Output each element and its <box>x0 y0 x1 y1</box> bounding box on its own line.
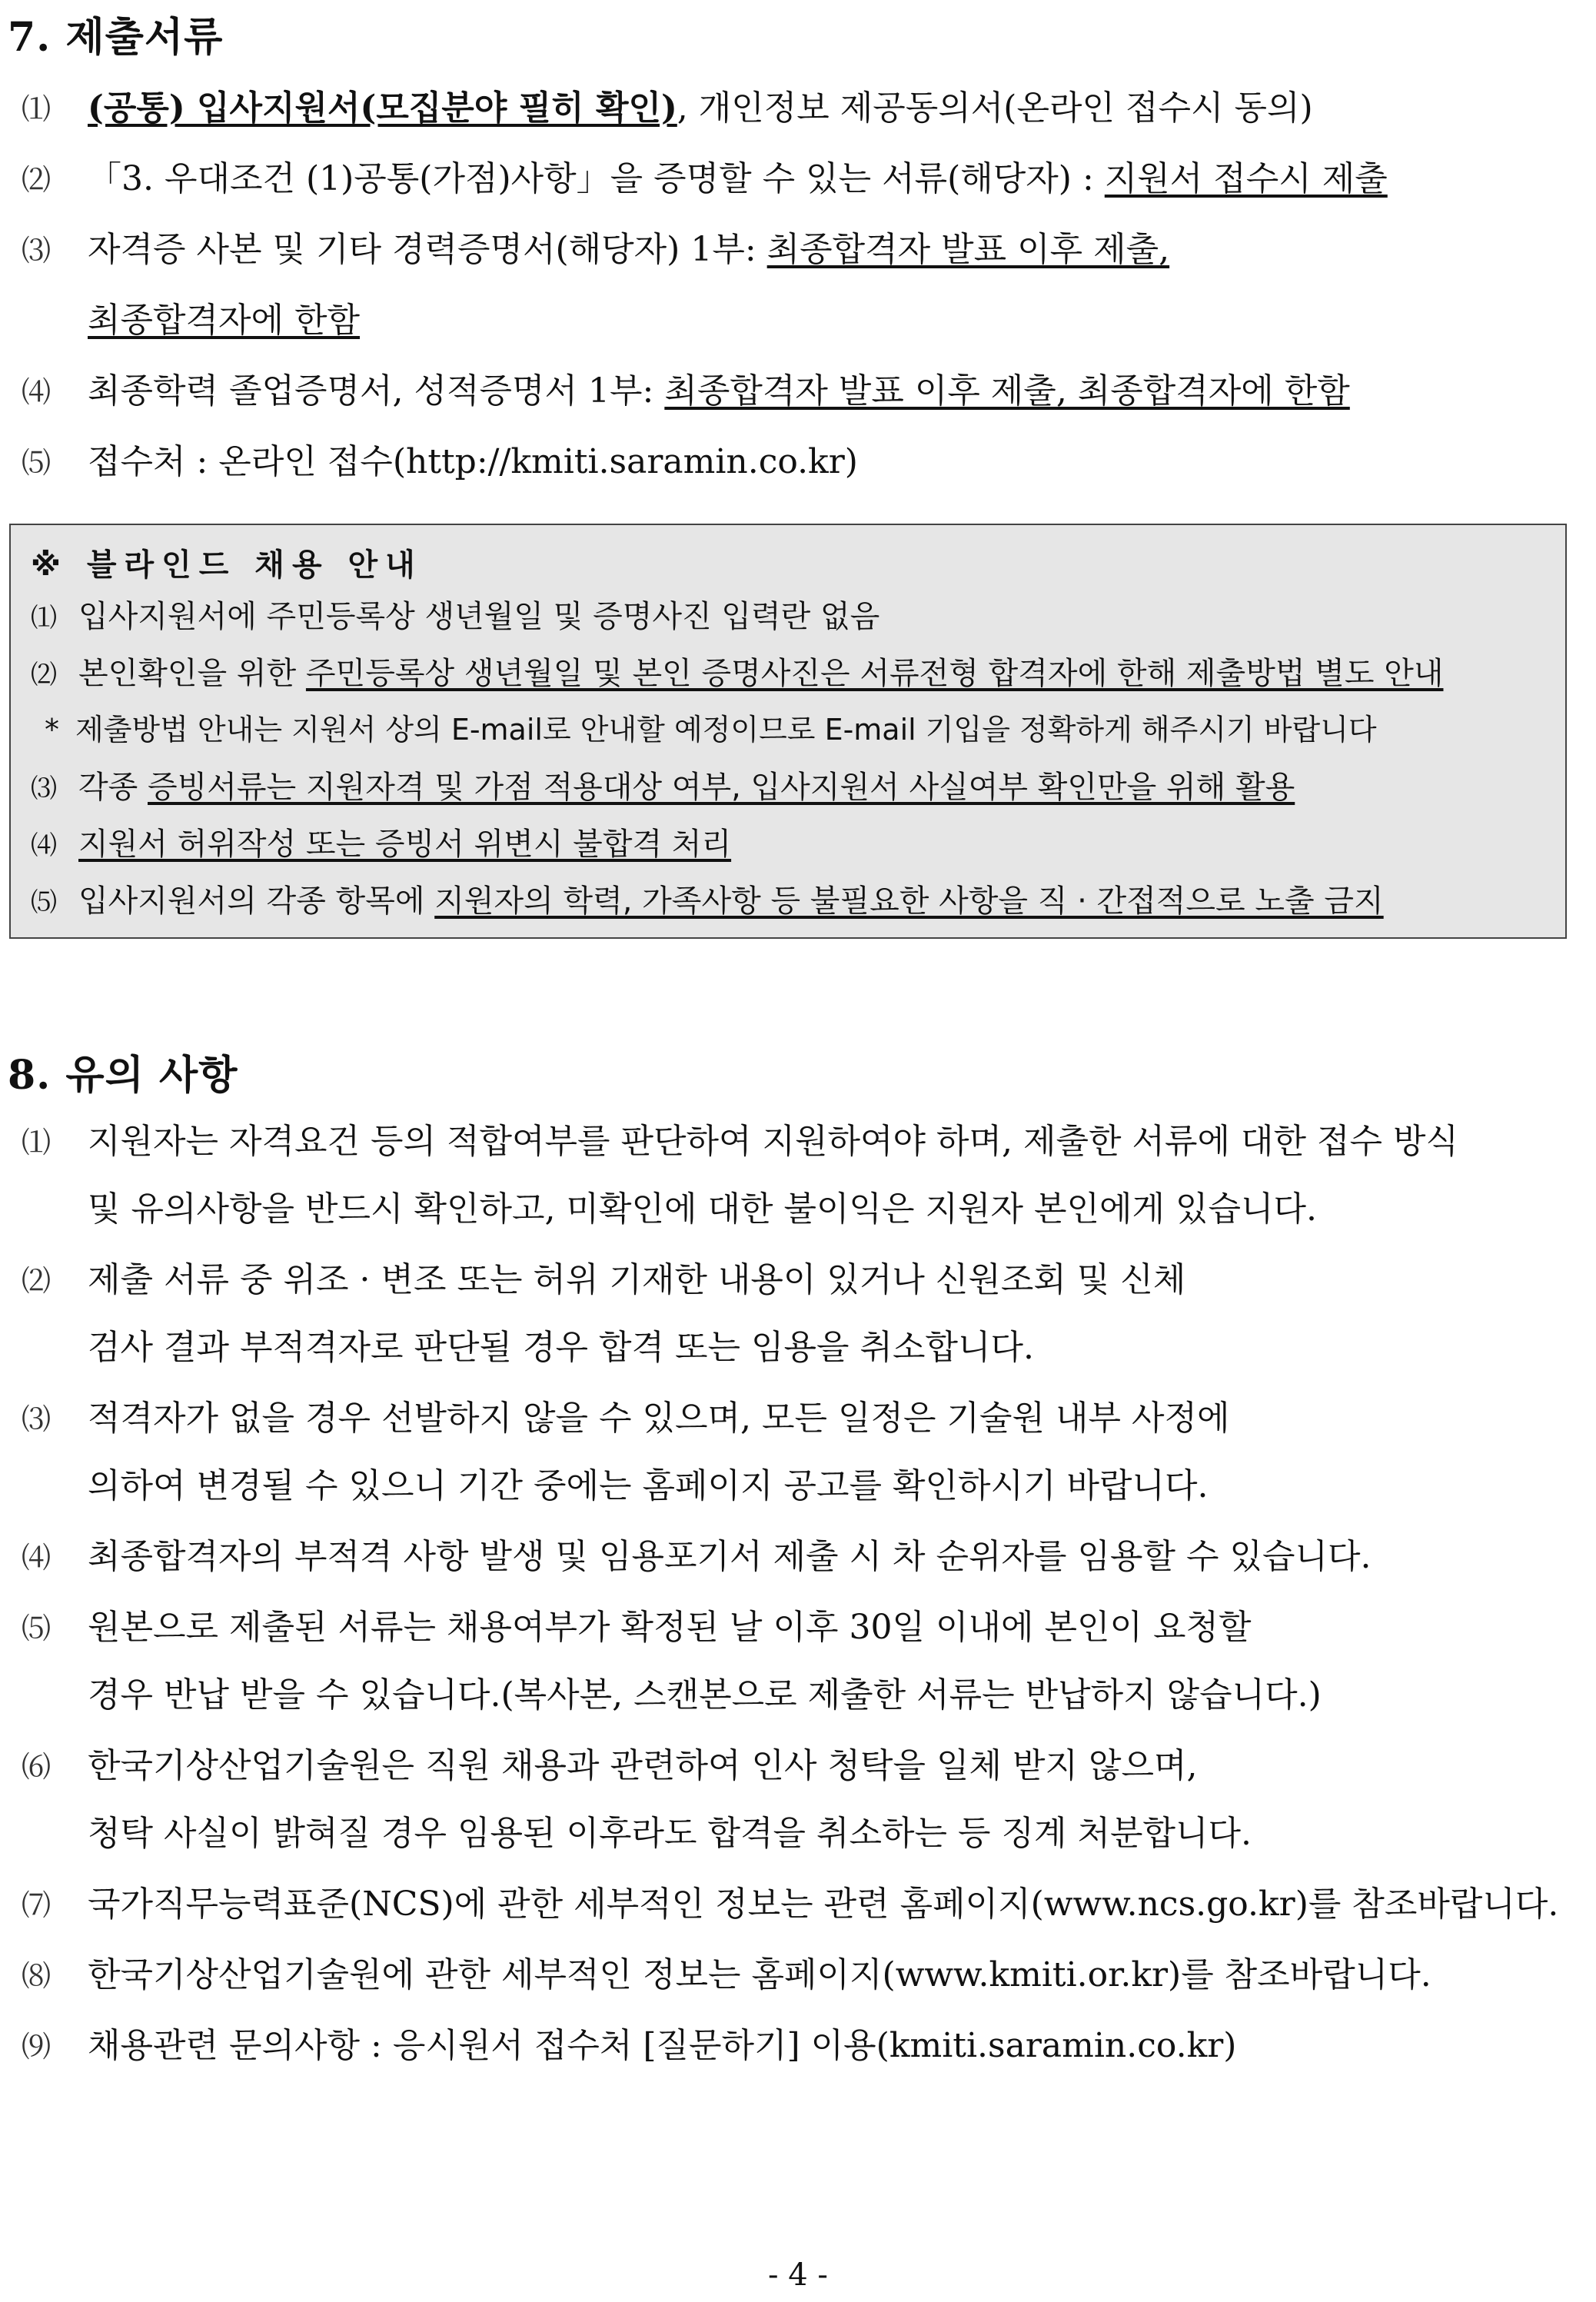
section8-item-4: ⑷ 최종합격자의 부적격 사항 발생 및 임용포기서 제출 시 차 순위자를 임용할 수 있습니다. <box>22 1537 1372 1576</box>
section7-item-2: ⑵ 「3. 우대조건 (1)공통(가점)사항」을 증명할 수 있는 서류(해당자) : 지원서 접수시 제출 <box>22 159 1388 198</box>
section8-item-2-line2: 검사 결과 부적격자로 판단될 경우 합격 또는 임용을 취소합니다. <box>88 1328 1034 1367</box>
section7-item-4: ⑷ 최종학력 졸업증명서, 성적증명서 1부: 최종합격자 발표 이후 제출, 최종합격자에 한함 <box>22 371 1350 411</box>
section8-item-6: ⑹ 한국기상산업기술원은 직원 채용과 관련하여 인사 청탁을 일체 받지 않으며, <box>22 1746 1198 1785</box>
notice-item-1: ⑴ 입사지원서에 주민등록상 생년월일 및 증명사진 입력란 없음 <box>31 599 880 634</box>
section8-title: 8. 유의 사항 <box>8 1052 238 1099</box>
section8-item-3: ⑶ 적격자가 없을 경우 선발하지 않을 수 있으며, 모든 일정은 기술원 내부 사정에 <box>22 1399 1230 1438</box>
section8-item-5-line2: 경우 반납 받을 수 있습니다.(복사본, 스캔본으로 제출한 서류는 반납하지 않습니다.) <box>88 1675 1322 1715</box>
section8-item-9: ⑼ 채용관련 문의사항 : 응시원서 접수처 [질문하기] 이용(kmiti.saramin.co.kr) <box>22 2026 1237 2065</box>
notice-title: ※ 블라인드 채용 안내 <box>31 547 423 583</box>
section7-title: 7. 제출서류 <box>8 14 224 61</box>
notice-item-4: ⑷ 지원서 허위작성 또는 증빙서 위변시 불합격 처리 <box>31 827 732 862</box>
section8-item-6-line2: 청탁 사실이 밝혀질 경우 임용된 이후라도 합격을 취소하는 등 징계 처분합니다. <box>88 1814 1252 1853</box>
notice-item-2-note: * 제출방법 안내는 지원서 상의 E-mail로 안내할 예정이므로 E-mail 기입을 정확하게 해주시기 바랍니다 <box>45 713 1377 747</box>
blind-recruitment-notice-box <box>9 524 1567 939</box>
section8-item-8: ⑻ 한국기상산업기술원에 관한 세부적인 정보는 홈페이지(www.kmiti.or.kr)를 참조바랍니다. <box>22 1955 1431 1994</box>
section8-item-2: ⑵ 제출 서류 중 위조 · 변조 또는 허위 기재한 내용이 있거나 신원조회 및 신체 <box>22 1260 1186 1299</box>
notice-item-2: ⑵ 본인확인을 위한 주민등록상 생년월일 및 본인 증명사진은 서류전형 합격자에 한해 제출방법 별도 안내 <box>31 656 1444 691</box>
section7-item-3: ⑶ 자격증 사본 및 기타 경력증명서(해당자) 1부: 최종합격자 발표 이후 제출, <box>22 230 1170 269</box>
section8-item-5: ⑸ 원본으로 제출된 서류는 채용여부가 확정된 날 이후 30일 이내에 본인이 요청할 <box>22 1608 1252 1647</box>
section8-item-3-line2: 의하여 변경될 수 있으니 기간 중에는 홈페이지 공고를 확인하시기 바랍니다. <box>88 1466 1209 1505</box>
section7-item-5: ⑸ 접수처 : 온라인 접수(http://kmiti.saramin.co.kr) <box>22 442 858 481</box>
notice-item-3: ⑶ 각종 증빙서류는 지원자격 및 가점 적용대상 여부, 입사지원서 사실여부 확인만을 위해 활용 <box>31 770 1295 805</box>
notice-item-5: ⑸ 입사지원서의 각종 항목에 지원자의 학력, 가족사항 등 불필요한 사항을 직 · 간접적으로 노출 금지 <box>31 883 1384 919</box>
section7-item-3-continuation: 최종합격자에 한함 <box>88 301 361 340</box>
section8-item-1: ⑴ 지원자는 자격요건 등의 적합여부를 판단하여 지원하여야 하며, 제출한 서류에 대한 접수 방식 <box>22 1122 1458 1161</box>
section8-item-7: ⑺ 국가직무능력표준(NCS)에 관한 세부적인 정보는 관련 홈페이지(www.ncs.go.kr)를 참조바랍니다. <box>22 1885 1559 1924</box>
section8-item-1-line2: 및 유의사항을 반드시 확인하고, 미확인에 대한 불이익은 지원자 본인에게 있습니다. <box>88 1189 1317 1229</box>
page-number: - 4 - <box>768 2257 828 2293</box>
section7-item-1: ⑴ (공통) 입사지원서(모집분야 필히 확인), 개인정보 제공동의서(온라인 접수시 동의) <box>22 88 1313 128</box>
